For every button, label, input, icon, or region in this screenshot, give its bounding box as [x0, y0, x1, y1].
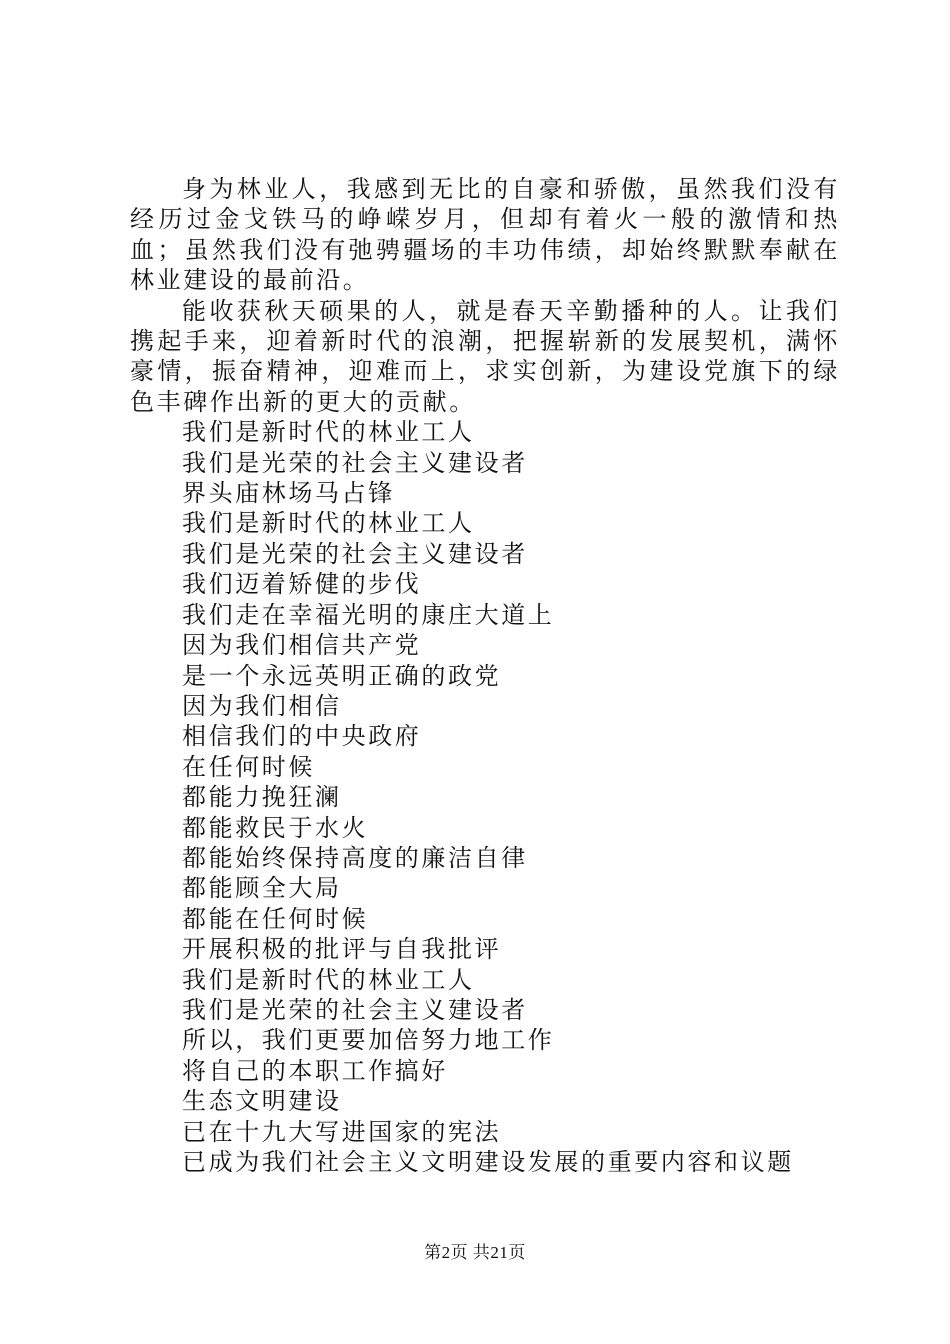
poem-line: 都能始终保持高度的廉洁自律 [182, 843, 528, 872]
poem-line: 我们是光荣的社会主义建设者 [182, 448, 528, 477]
poem-line: 生态文明建设 [182, 1087, 342, 1116]
poem-line: 因为我们相信 [182, 691, 342, 720]
poem-line: 都能力挽狂澜 [182, 783, 342, 812]
paragraph-proud-forestry: 身为林业人，我感到无比的自豪和骄傲，虽然我们没有经历过金戈铁马的峥嵘岁月，但却有着火一般的激情和热血；虽然我们没有弛骋疆场的丰功伟绩，却始终默默奉献在林业建设的最前沿。 [130, 175, 840, 295]
poem-line: 我们走在幸福光明的康庄大道上 [182, 600, 555, 629]
poem-line-author: 界头庙林场马占锋 [182, 479, 395, 508]
poem-line: 我们是新时代的林业工人 [182, 965, 475, 994]
poem-line: 是一个永远英明正确的政党 [182, 661, 502, 690]
poem-line: 我们是光荣的社会主义建设者 [182, 995, 528, 1024]
poem-lines [130, 417, 840, 1177]
poem-line: 我们迈着矫健的步伐 [182, 570, 422, 599]
paragraph-call-to-action: 能收获秋天硕果的人，就是春天辛勤播种的人。让我们携起手来，迎着新时代的浪潮，把握崭新的发展契机，满怀豪情，振奋精神，迎难而上，求实创新，为建设党旗下的绿色丰碑作出新的更大的贡献。 [130, 296, 840, 416]
poem-line: 开展积极的批评与自我批评 [182, 935, 502, 964]
poem-line: 都能救民于水火 [182, 813, 369, 842]
poem-line: 已成为我们社会主义文明建设发展的重要内容和议题 [182, 1148, 794, 1176]
poem-line: 在任何时候 [182, 752, 315, 781]
poem-line: 相信我们的中央政府 [182, 722, 422, 751]
poem-line: 将自己的本职工作搞好 [182, 1056, 448, 1085]
poem-line: 都能在任何时候 [182, 904, 369, 933]
poem-line: 已在十九大写进国家的宪法 [182, 1117, 502, 1146]
poem-line: 我们是新时代的林业工人 [182, 418, 475, 447]
poem-line: 我们是新时代的林业工人 [182, 509, 475, 538]
poem-line: 都能顾全大局 [182, 874, 342, 903]
poem-line: 所以，我们更要加倍努力地工作 [182, 1026, 555, 1055]
poem-line: 我们是光荣的社会主义建设者 [182, 539, 528, 568]
page-number-footer: 第2页 共21页 [424, 1243, 526, 1262]
document-body [130, 174, 840, 1177]
poem-line: 因为我们相信共产党 [182, 631, 422, 660]
